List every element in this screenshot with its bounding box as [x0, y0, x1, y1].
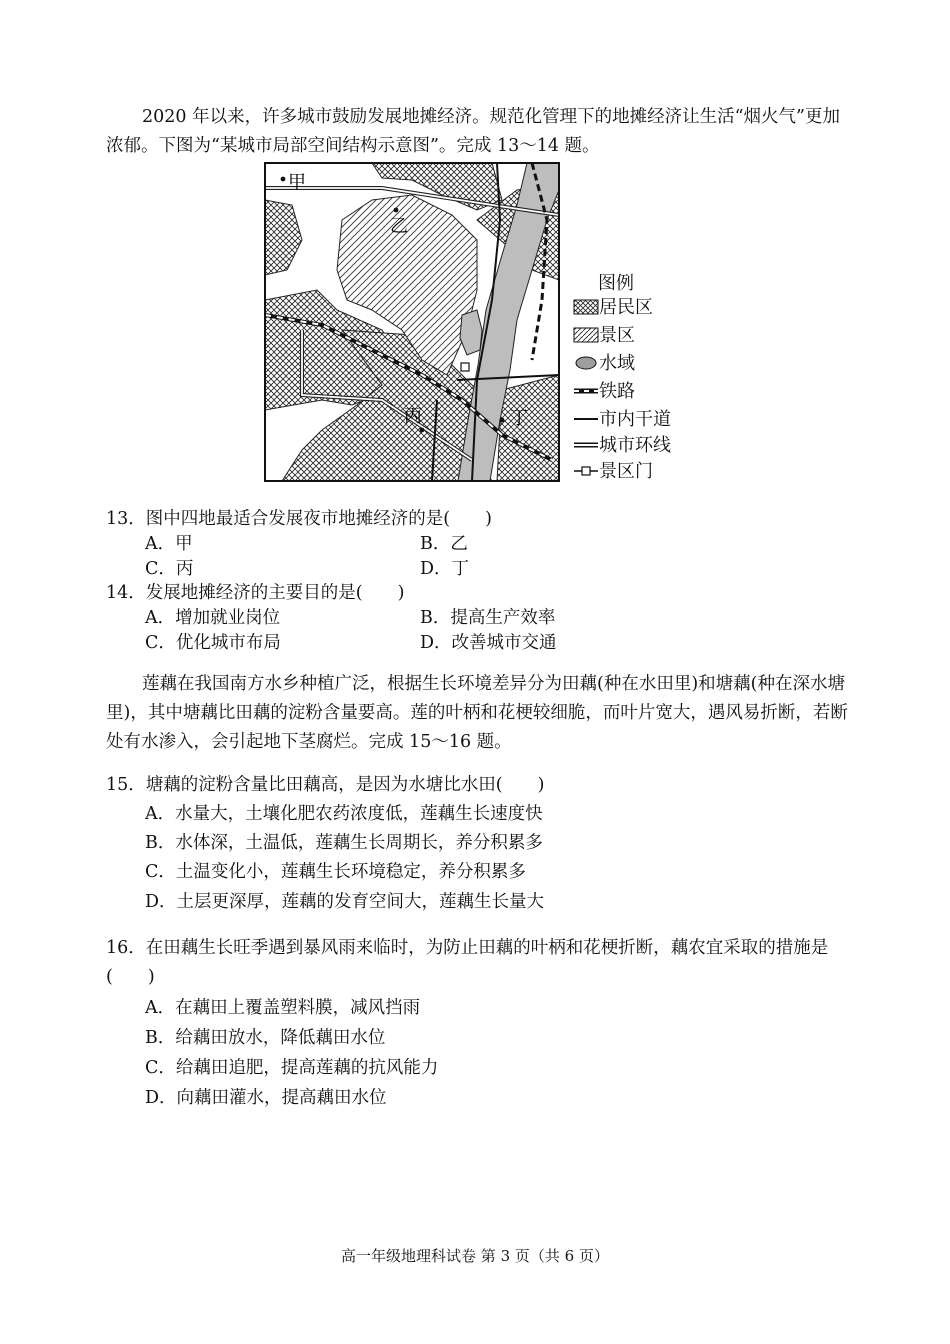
scenic-gate-marker [461, 363, 469, 371]
page-footer: 高一年级地理科试卷 第 3 页（共 6 页） [341, 1247, 609, 1265]
legend-main-road: 市内干道 [573, 408, 671, 432]
question-15-option-c: C．土温变化小，莲藕生长环境稳定，养分积累多 [145, 862, 526, 882]
railway-swatch-icon [573, 382, 599, 400]
question-13-option-a: A．甲 [145, 534, 193, 554]
scenic-swatch-icon [573, 326, 599, 344]
question-14-option-c: C．优化城市布局 [145, 633, 281, 653]
water-swatch-icon [573, 354, 599, 372]
legend-railway: 铁路 [573, 380, 635, 404]
legend-scenic: 景区 [573, 324, 635, 348]
question-13-stem: 13．图中四地最适合发展夜市地摊经济的是( ) [106, 509, 492, 529]
question-15-option-b: B．水体深，土温低，莲藕生长周期长，养分积累多 [145, 833, 543, 853]
city-structure-map [262, 160, 562, 484]
label-ding: 丁 [510, 408, 528, 429]
question-16-option-c: C．给藕田追肥，提高莲藕的抗风能力 [145, 1058, 439, 1078]
question-15-stem: 15．塘藕的淀粉含量比田藕高，是因为水塘比水田( ) [106, 775, 545, 795]
legend-scenic-gate: 景区门 [573, 460, 653, 484]
question-15-option-d: D．土层更深厚，莲藕的发育空间大，莲藕生长量大 [145, 892, 545, 912]
question-13-option-b: B．乙 [420, 534, 468, 554]
question-15-option-a: A．水量大，土壤化肥农药浓度低，莲藕生长速度快 [145, 804, 543, 824]
main-road-swatch-icon [573, 410, 599, 428]
label-bing: 丙 [404, 406, 422, 427]
label-yi: 乙 [390, 216, 408, 237]
intro-paragraph-1: 2020 年以来，许多城市鼓励发展地摊经济。规范化管理下的地摊经济让生活“烟火气”更加浓郁。下图为“某城市局部空间结构示意图”。完成 13～14 题。 [106, 107, 840, 156]
intro-paragraph-2: 莲藕在我国南方水乡种植广泛，根据生长环境差异分为田藕(种在水田里)和塘藕(种在深水塘里)，其中塘藕比田藕的淀粉含量要高。莲的叶柄和花梗较细脆，而叶片宽大，遇风易折断，若断处有水渗入，会引起地下茎腐烂。完成 15～16 题。 [106, 674, 848, 752]
label-jia: 甲 [288, 172, 306, 193]
question-16-option-a: A．在藕田上覆盖塑料膜，减风挡雨 [145, 998, 421, 1018]
question-14-option-b: B．提高生产效率 [420, 608, 556, 628]
legend-water: 水域 [573, 352, 635, 376]
legend-residential: 居民区 [573, 296, 653, 320]
scenic-gate-swatch-icon [573, 462, 599, 480]
residential-area-west-edge [265, 200, 302, 275]
question-13-option-d: D．丁 [420, 559, 470, 579]
legend-title: 图例 [598, 273, 634, 294]
question-13-option-c: C．丙 [145, 559, 194, 579]
question-14-option-d: D．改善城市交通 [420, 633, 557, 653]
ring-road-swatch-icon [573, 436, 599, 454]
legend-ring-road: 城市环线 [573, 434, 671, 458]
question-16-option-b: B．给藕田放水，降低藕田水位 [145, 1028, 386, 1048]
question-16-option-d: D．向藕田灌水，提高藕田水位 [145, 1088, 387, 1108]
question-16-stem: 16．在田藕生长旺季遇到暴风雨来临时，为防止田藕的叶柄和花梗折断，藕农宜采取的措施是( ) [106, 938, 829, 987]
residential-swatch-icon [573, 298, 599, 316]
question-14-stem: 14．发展地摊经济的主要目的是( ) [106, 583, 405, 603]
lake [460, 310, 482, 355]
question-14-option-a: A．增加就业岗位 [145, 608, 281, 628]
